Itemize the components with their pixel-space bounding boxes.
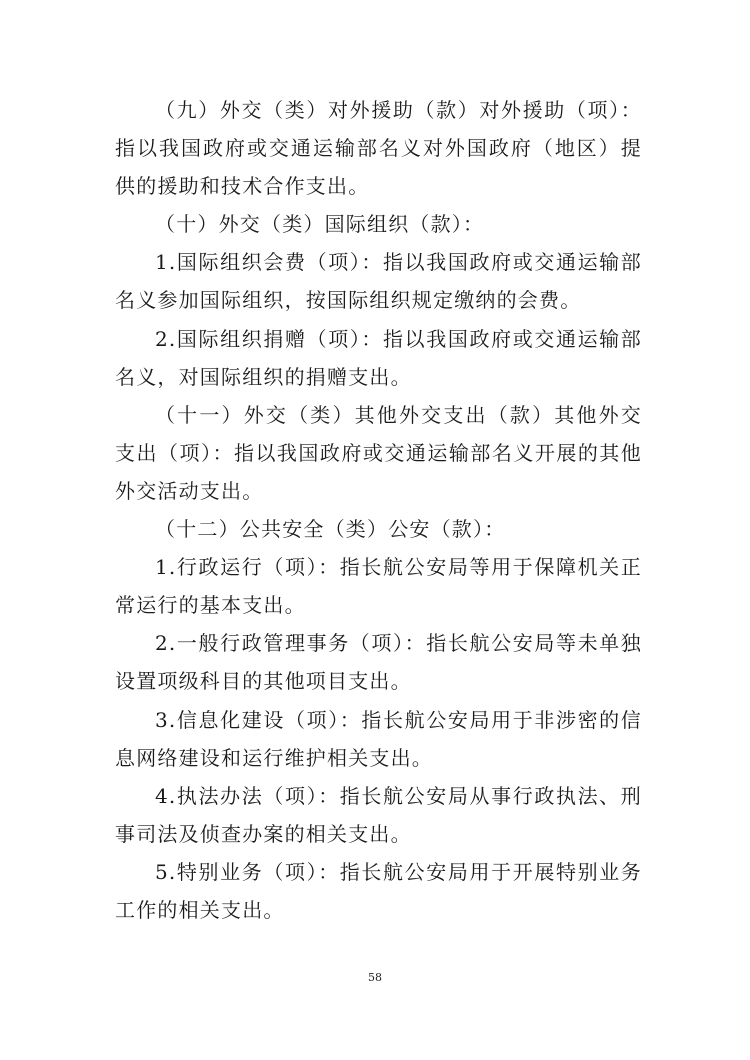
paragraph-foreign-aid: （九）外交（类）对外援助（款）对外援助（项）：指以我国政府或交通运输部名义对外国政府（地区）提供的援助和技术合作支出。: [115, 98, 642, 199]
paragraph-law-enforcement: 4.执法办法（项）：指长航公安局从事行政执法、刑事司法及侦查办案的相关支出。: [115, 783, 642, 846]
paragraph-org-donation: 2.国际组织捐赠（项）：指以我国政府或交通运输部名义，对国际组织的捐赠支出。: [115, 326, 642, 389]
paragraph-org-membership-fee: 1.国际组织会费（项）：指以我国政府或交通运输部名义参加国际组织，按国际组织规定缴纳的会费。: [115, 250, 642, 313]
paragraph-other-foreign-expense: （十一）外交（类）其他外交支出（款）其他外交支出（项）：指以我国政府或交通运输部名义开展的其他外交活动支出。: [115, 402, 642, 503]
paragraph-special-business: 5.特别业务（项）：指长航公安局用于开展特别业务工作的相关支出。: [115, 859, 642, 922]
document-body: [115, 91, 642, 929]
paragraph-informatization: 3.信息化建设（项）：指长航公安局用于非涉密的信息网络建设和运行维护相关支出。: [115, 707, 642, 770]
paragraph-international-org-heading: （十）外交（类）国际组织（款）：: [155, 212, 485, 237]
paragraph-general-administration: 2.一般行政管理事务（项）：指长航公安局等未单独设置项级科目的其他项目支出。: [115, 631, 642, 694]
paragraph-administrative-operation: 1.行政运行（项）：指长航公安局等用于保障机关正常运行的基本支出。: [115, 555, 642, 618]
paragraph-public-security-heading: （十二）公共安全（类）公安（款）：: [155, 517, 506, 542]
page-number: 58: [368, 971, 382, 984]
